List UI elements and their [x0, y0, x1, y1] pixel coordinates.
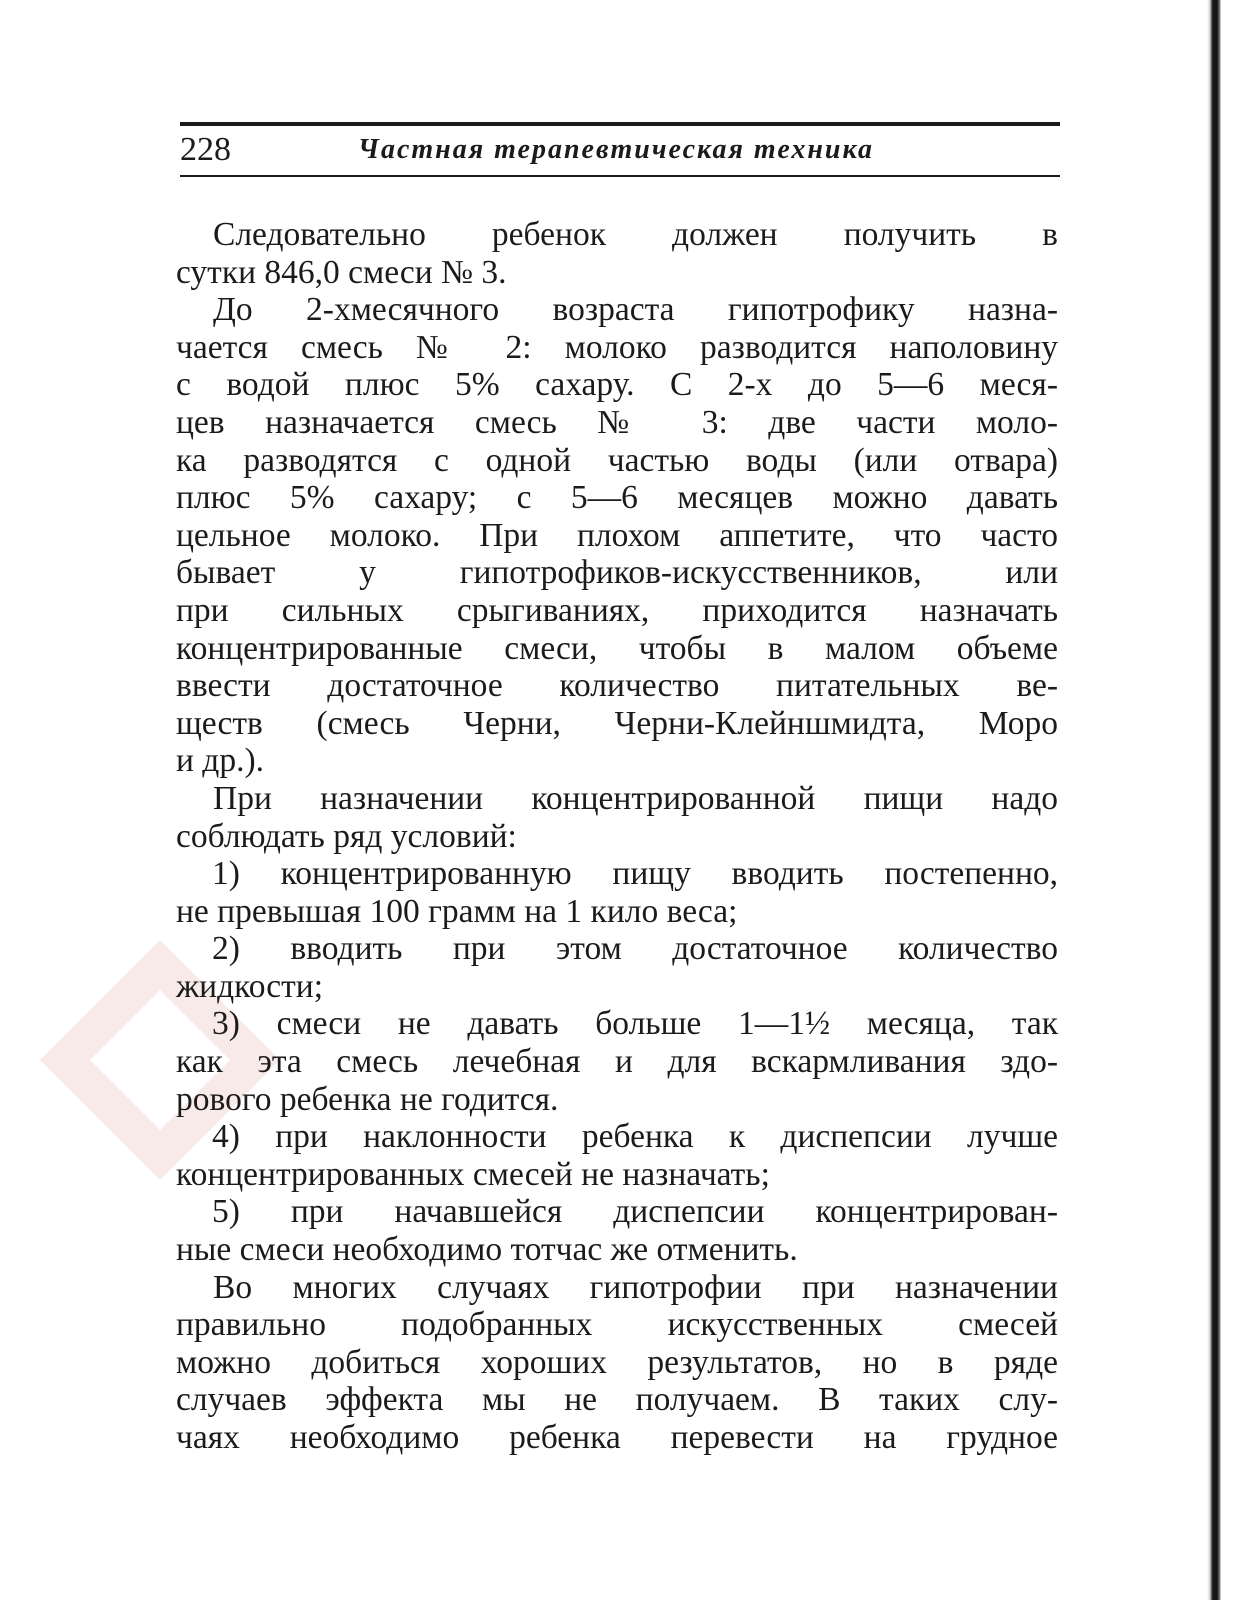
list-item: [176, 1005, 1058, 1118]
paragraph: [176, 291, 1058, 780]
list-item: [176, 855, 1058, 930]
text-line: чается смесь № 2: молоко разводится наполовину: [176, 328, 1058, 366]
list-item: [176, 1118, 1058, 1193]
body-text: [176, 216, 1058, 1457]
text-line: ные смеси необходимо тотчас же отменить.: [176, 1231, 798, 1269]
text-line: плюс 5% сахару; с 5—6 месяцев можно давать: [176, 479, 1058, 517]
text-line: ввести достаточное количество питательных ве-: [176, 667, 1058, 705]
text-line: 5) при начавшейся диспепсии концентрирован-: [212, 1193, 1058, 1231]
text-line: соблюдать ряд условий:: [176, 817, 517, 855]
text-line: цев назначается смесь № 3: две части моло-: [176, 403, 1058, 441]
list-item: [176, 930, 1058, 1005]
text-line: цельное молоко. При плохом аппетите, что часто: [176, 516, 1058, 554]
text-line: 3) смеси не давать больше 1—1½ месяца, так: [212, 1005, 1058, 1043]
text-line: случаев эффекта мы не получаем. В таких слу-: [176, 1381, 1058, 1419]
text-line: ка разводятся с одной частью воды (или отвара): [176, 441, 1058, 479]
text-line: как эта смесь лечебная и для вскармливания здо-: [176, 1043, 1058, 1081]
text-line: 1) концентрированную пищу вводить постепенно,: [212, 855, 1058, 893]
text-line: Следовательно ребенок должен получить в: [213, 216, 1058, 253]
scan-edge-shadow: [1207, 0, 1221, 1600]
header-rule-bottom: [180, 175, 1060, 177]
text-line: с водой плюс 5% сахару. С 2-х до 5—6 меся-: [176, 366, 1058, 404]
text-line: 2) вводить при этом достаточное количество: [212, 930, 1058, 968]
text-line: концентрированные смеси, чтобы в малом объеме: [176, 629, 1058, 667]
page-number: 228: [180, 131, 231, 168]
text-line: бывает у гипотрофиков-искусственников, или: [176, 554, 1058, 592]
text-line: При назначении концентрированной пищи надо: [213, 779, 1058, 817]
text-line: рового ребенка не годится.: [176, 1080, 559, 1118]
running-title: Частная терапевтическая техника: [358, 134, 875, 165]
text-line: правильно подобранных искусственных смесей: [176, 1306, 1058, 1344]
text-line: Во многих случаях гипотрофии при назначении: [213, 1268, 1058, 1306]
text-line: при сильных срыгиваниях, приходится назначать: [176, 591, 1058, 629]
header-rule-top: [180, 122, 1060, 126]
list-item: [176, 1193, 1058, 1268]
text-line: ществ (смесь Черни, Черни-Клейншмидта, Моро: [176, 704, 1058, 742]
paragraph: [176, 780, 1058, 855]
text-line: можно добиться хороших результатов, но в ряде: [176, 1343, 1058, 1381]
paragraph: [176, 216, 1058, 291]
text-line: не превышая 100 грамм на 1 кило веса;: [176, 892, 738, 930]
paragraph: [176, 1269, 1058, 1457]
text-line: 4) при наклонности ребенка к диспепсии лучше: [212, 1118, 1058, 1156]
text-line: и др.).: [176, 742, 265, 780]
text-line: жидкости;: [176, 967, 324, 1005]
text-line: чаях необходимо ребенка перевести на грудное: [176, 1419, 1058, 1456]
text-line: концентрированных смесей не назначать;: [176, 1155, 770, 1193]
text-line: До 2-хмесячного возраста гипотрофику назна-: [213, 291, 1058, 329]
text-line: сутки 846,0 смеси № 3.: [176, 253, 507, 291]
